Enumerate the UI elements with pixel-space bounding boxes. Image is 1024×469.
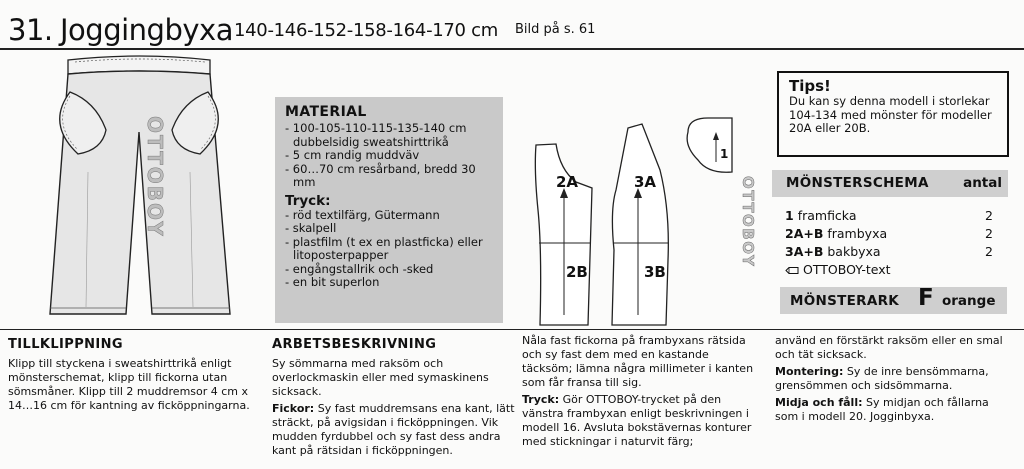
pattern-pieces-diagram — [518, 110, 768, 330]
print-list — [285, 209, 493, 290]
piece-quantity: 2 — [985, 244, 993, 259]
cutting-text: Klipp till styckena i sweatshirttrikå enligt mönsterschemat, klipp till fickorna utan sömsmåner. Klipp till 2 muddremsor 4 cm x 14…16 cm för kantning av ficköppningarna. — [8, 357, 250, 412]
material-item: - 5 cm randig muddväv — [285, 148, 420, 162]
pocket-attach-text: Nåla fast fickorna på frambyxans rätsida och sy fast dem med en kastande täcksöm; lämna några millimeter i kanten som får fransa till sig. — [522, 334, 754, 389]
assembly-label: Montering: — [775, 365, 844, 378]
pattern-label-back-top: 3A — [634, 173, 657, 191]
material-list — [285, 122, 493, 190]
material-item: - 100-105-110-115-135-140 cm dubbelsidig sweatshirttrikå — [285, 121, 467, 149]
piece-code: 1 — [785, 208, 794, 223]
stitch-text: använd en förstärkt raksöm eller en smal och tät sicksack. — [775, 334, 1003, 361]
pattern-label-front-bottom: 2B — [566, 263, 588, 281]
assembly-paragraph — [775, 365, 1015, 393]
pockets-label: Fickor: — [272, 402, 315, 415]
material-heading: MATERIAL — [285, 104, 367, 120]
pattern-label-pocket: 1 — [720, 147, 729, 161]
piece-name: frambyxa — [827, 226, 888, 241]
trousers-illustration — [40, 52, 240, 322]
instructions-column-4 — [775, 334, 1015, 424]
tips-box — [777, 71, 1009, 157]
pattern-label-back-bottom: 3B — [644, 263, 666, 281]
count-heading: antal — [963, 175, 1002, 191]
ottoboy-logo-print: OTTOBOY — [143, 116, 167, 238]
schema-row — [785, 226, 993, 241]
waist-label: Midja och fåll: — [775, 396, 863, 409]
schema-row — [785, 208, 993, 223]
print-paragraph — [522, 393, 762, 449]
pockets-paragraph — [272, 402, 516, 458]
pencil-icon — [785, 266, 799, 275]
pattern-sheet-header — [780, 287, 1007, 314]
print-item: - en bit superlon — [285, 275, 380, 289]
pattern-sheet-heading: MÖNSTERARK — [790, 293, 900, 309]
print-label: Tryck: — [522, 393, 560, 406]
waist-paragraph — [775, 396, 1015, 424]
piece-name: bakbyxa — [827, 244, 881, 259]
piece-quantity: 2 — [985, 226, 993, 241]
pockets-text: Sy fast muddremsans ena kant, lätt sträckt, på avigsidan i ficköppningen. Vik mudden fyrdubbel och sy fast dess andra kant på rätsidan i ficköppningen. — [272, 402, 515, 457]
print-item: - engångstallrik och -sked — [285, 261, 434, 276]
pattern-sheet-letter: F — [918, 285, 934, 311]
print-heading: Tryck: — [285, 192, 331, 209]
cutting-heading: TILLKLIPPNING — [8, 337, 123, 352]
instructions-column-3 — [522, 334, 762, 449]
picture-reference: Bild på s. 61 — [515, 22, 596, 37]
work-heading: ARBETSBESKRIVNING — [272, 337, 437, 352]
piece-code: 2A+B — [785, 226, 824, 241]
schema-row-extra — [785, 262, 993, 277]
print-item: - röd textilfärg, Gütermann — [285, 207, 440, 222]
pattern-label-front-top: 2A — [556, 173, 579, 191]
size-range: 140-146-152-158-164-170 cm — [234, 20, 498, 41]
pattern-sheet-color: orange — [942, 293, 996, 309]
piece-name: framficka — [797, 208, 857, 223]
top-rule — [0, 48, 1024, 50]
page-title: Joggingbyxa — [60, 13, 233, 47]
cutting-column — [8, 337, 258, 413]
piece-code: 3A+B — [785, 244, 824, 259]
print-item: - plastfilm (t ex en plastficka) eller litoposterpapper — [285, 234, 483, 262]
tips-text: Du kan sy denna modell i storlekar 104-134 med mönster för modeller 20A eller 20B. — [789, 94, 992, 135]
piece-quantity: 2 — [985, 208, 993, 223]
work-intro: Sy sömmarna med raksöm och overlockmaskin eller med symaskinens sicksack. — [272, 357, 489, 398]
model-number: 31. — [8, 13, 53, 47]
material-box — [275, 97, 503, 323]
material-item: - 60…70 cm resårband, bredd 30 mm — [285, 161, 476, 189]
assembly-text: Sy de inre bensömmarna, grensömmen och sidsömmarna. — [775, 365, 989, 392]
extra-piece-name: OTTOBOY-text — [802, 262, 891, 277]
pattern-schema-heading: MÖNSTERSCHEMA — [786, 175, 929, 191]
print-text: Gör OTTOBOY-trycket på den vänstra frambyxan enligt beskrivningen i modell 16. Avsluta bokstävernas konturer med stickningar i naturvit färg; — [522, 393, 752, 448]
waist-text: Sy midjan och fållarna som i modell 20. Jogginbyxa. — [775, 396, 989, 423]
work-column — [272, 337, 516, 458]
mid-rule — [0, 329, 1024, 330]
tips-heading: Tips! — [789, 77, 831, 95]
pattern-schema-header — [772, 170, 1008, 197]
schema-row — [785, 244, 993, 259]
print-item: - skalpell — [285, 221, 337, 235]
ottoboy-text-piece: OTTOBOY — [739, 176, 757, 268]
